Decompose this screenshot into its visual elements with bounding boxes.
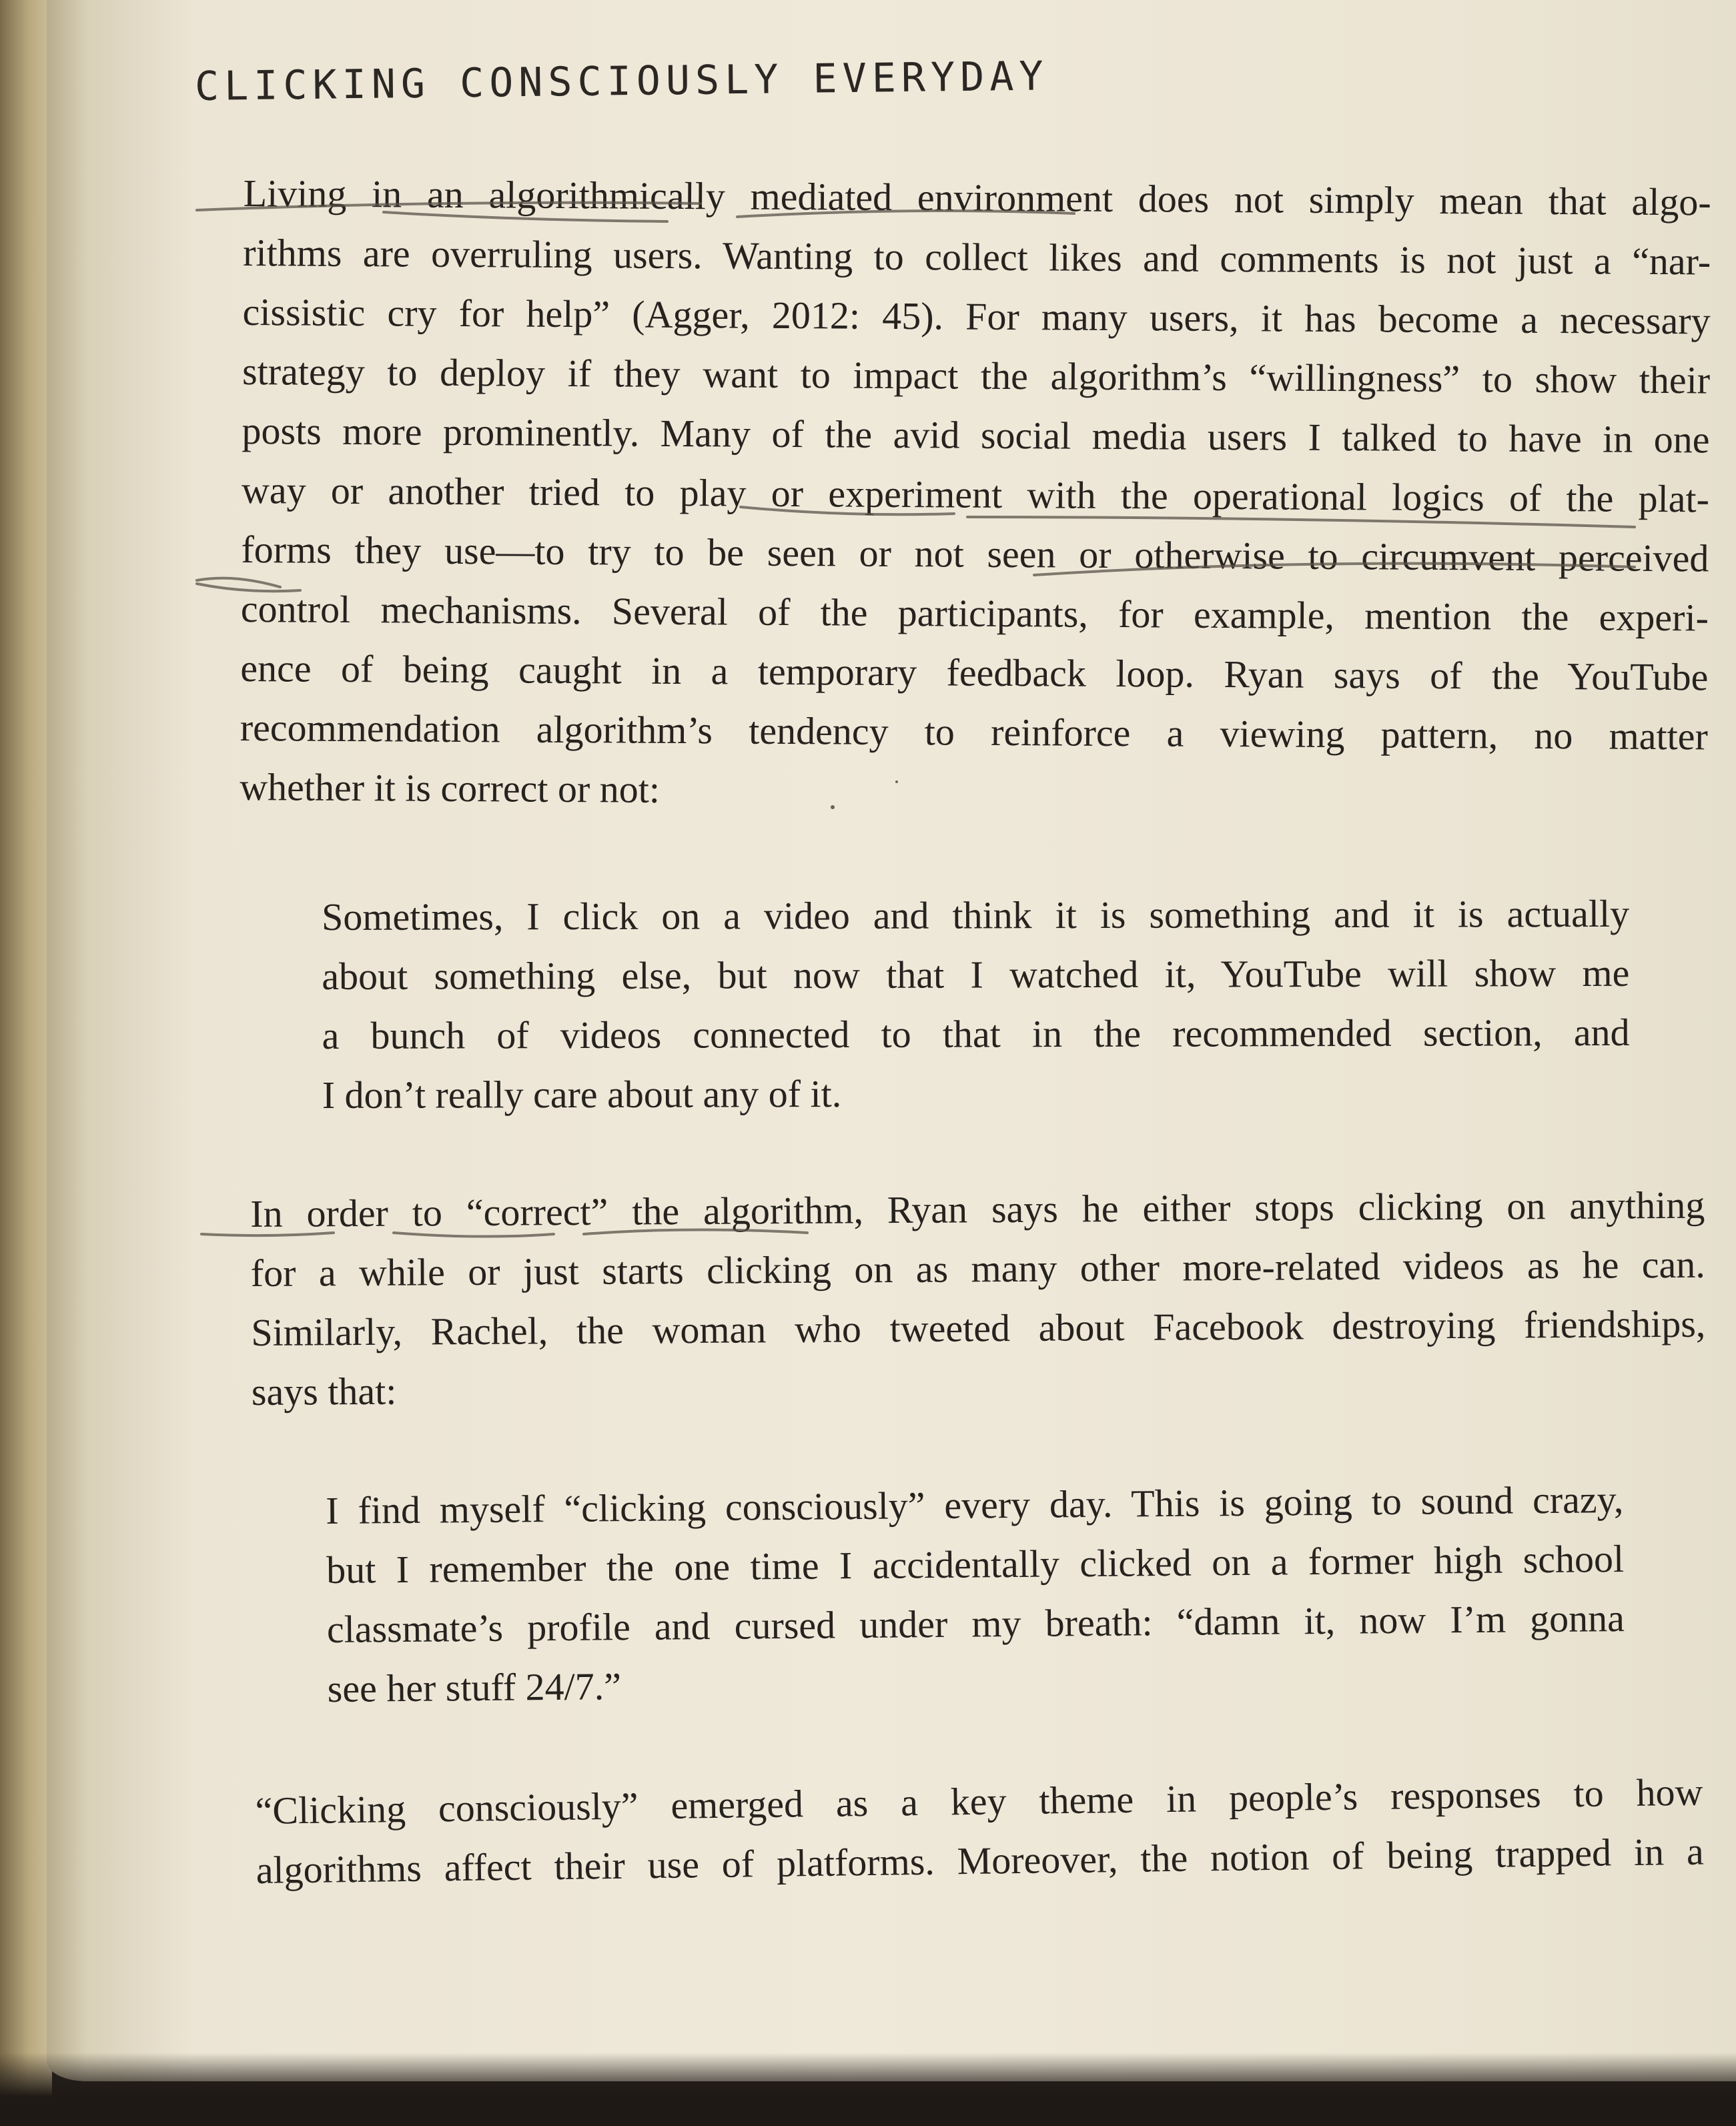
paragraph-line: posts more prominently. Many of the avid social media users I talked to have in one — [242, 408, 1710, 462]
paragraph-line: ence of being caught in a temporary feedback loop. Ryan says of the YouTube — [240, 646, 1709, 699]
paragraph-2 — [250, 1175, 1706, 1422]
paragraph-line: for a while or just starts clicking on as many other more-related videos as he can. — [250, 1242, 1705, 1295]
quote-line: Sometimes, I click on a video and think it is something and it is actually — [322, 891, 1630, 939]
paragraph-line: whether it is correct or not: — [240, 764, 661, 811]
running-head: CLICKING CONSCIOUSLY EVERYDAY — [194, 53, 1049, 110]
block-quote-1 — [322, 884, 1630, 1125]
block-quote-2 — [326, 1470, 1625, 1718]
quote-line: classmate’s profile and cursed under my breath: “damn it, now I’m gonna — [326, 1596, 1625, 1651]
page-speck — [895, 780, 898, 783]
paragraph-line: way or another tried to play or experiment with the operational logics of the plat- — [241, 468, 1710, 521]
paragraph-line: control mechanisms. Several of the participants, for example, mention the experi- — [240, 586, 1709, 640]
paragraph-line: says that: — [251, 1369, 397, 1414]
paragraph-line: strategy to deploy if they want to impact the algorithm’s “willingness” to show their — [242, 349, 1711, 402]
paragraph-line: recommendation algorithm’s tendency to reinforce a viewing pattern, no matter — [240, 705, 1708, 758]
quote-line: about something else, but now that I watched it, YouTube will show me — [322, 951, 1630, 998]
book-spine — [0, 0, 52, 2126]
paragraph-line: “Clicking consciously” emerged as a key theme in people’s responses to how — [255, 1770, 1703, 1832]
quote-line: I find myself “clicking consciously” every day. This is going to sound crazy, — [326, 1478, 1624, 1532]
paragraph-line: Living in an algorithmically mediated environment does not simply mean that algo- — [243, 171, 1711, 224]
paragraph-line: Similarly, Rachel, the woman who tweeted about Facebook destroying friendships, — [251, 1301, 1706, 1354]
page-bottom-shadow — [0, 2053, 1736, 2126]
quote-line: I don’t really care about any of it. — [322, 1071, 842, 1117]
quote-line: a bunch of videos connected to that in the recommended section, and — [322, 1010, 1630, 1057]
paragraph-line: In order to “correct” the algorithm, Ryan says he either stops clicking on anything — [250, 1183, 1705, 1235]
book-page — [47, 0, 1736, 2081]
paragraph-line: cissistic cry for help” (Agger, 2012: 45). For many users, it has become a necessary — [242, 290, 1711, 343]
paragraph-line: algorithms affect their use of platforms. Moreover, the notion of being trapped in a — [256, 1829, 1704, 1892]
paragraph-line: forms they use—to try to be seen or not seen or otherwise to circumvent perceived — [241, 527, 1709, 580]
page-speck — [831, 805, 835, 809]
quote-line: see her stuff 24/7.” — [327, 1664, 622, 1710]
paragraph-line: rithms are overruling users. Wanting to collect likes and comments is not just a “nar- — [242, 230, 1711, 284]
quote-line: but I remember the one time I accidentally clicked on a former high school — [326, 1537, 1625, 1592]
paragraph-1 — [240, 163, 1711, 825]
paragraph-3 — [255, 1762, 1704, 1900]
